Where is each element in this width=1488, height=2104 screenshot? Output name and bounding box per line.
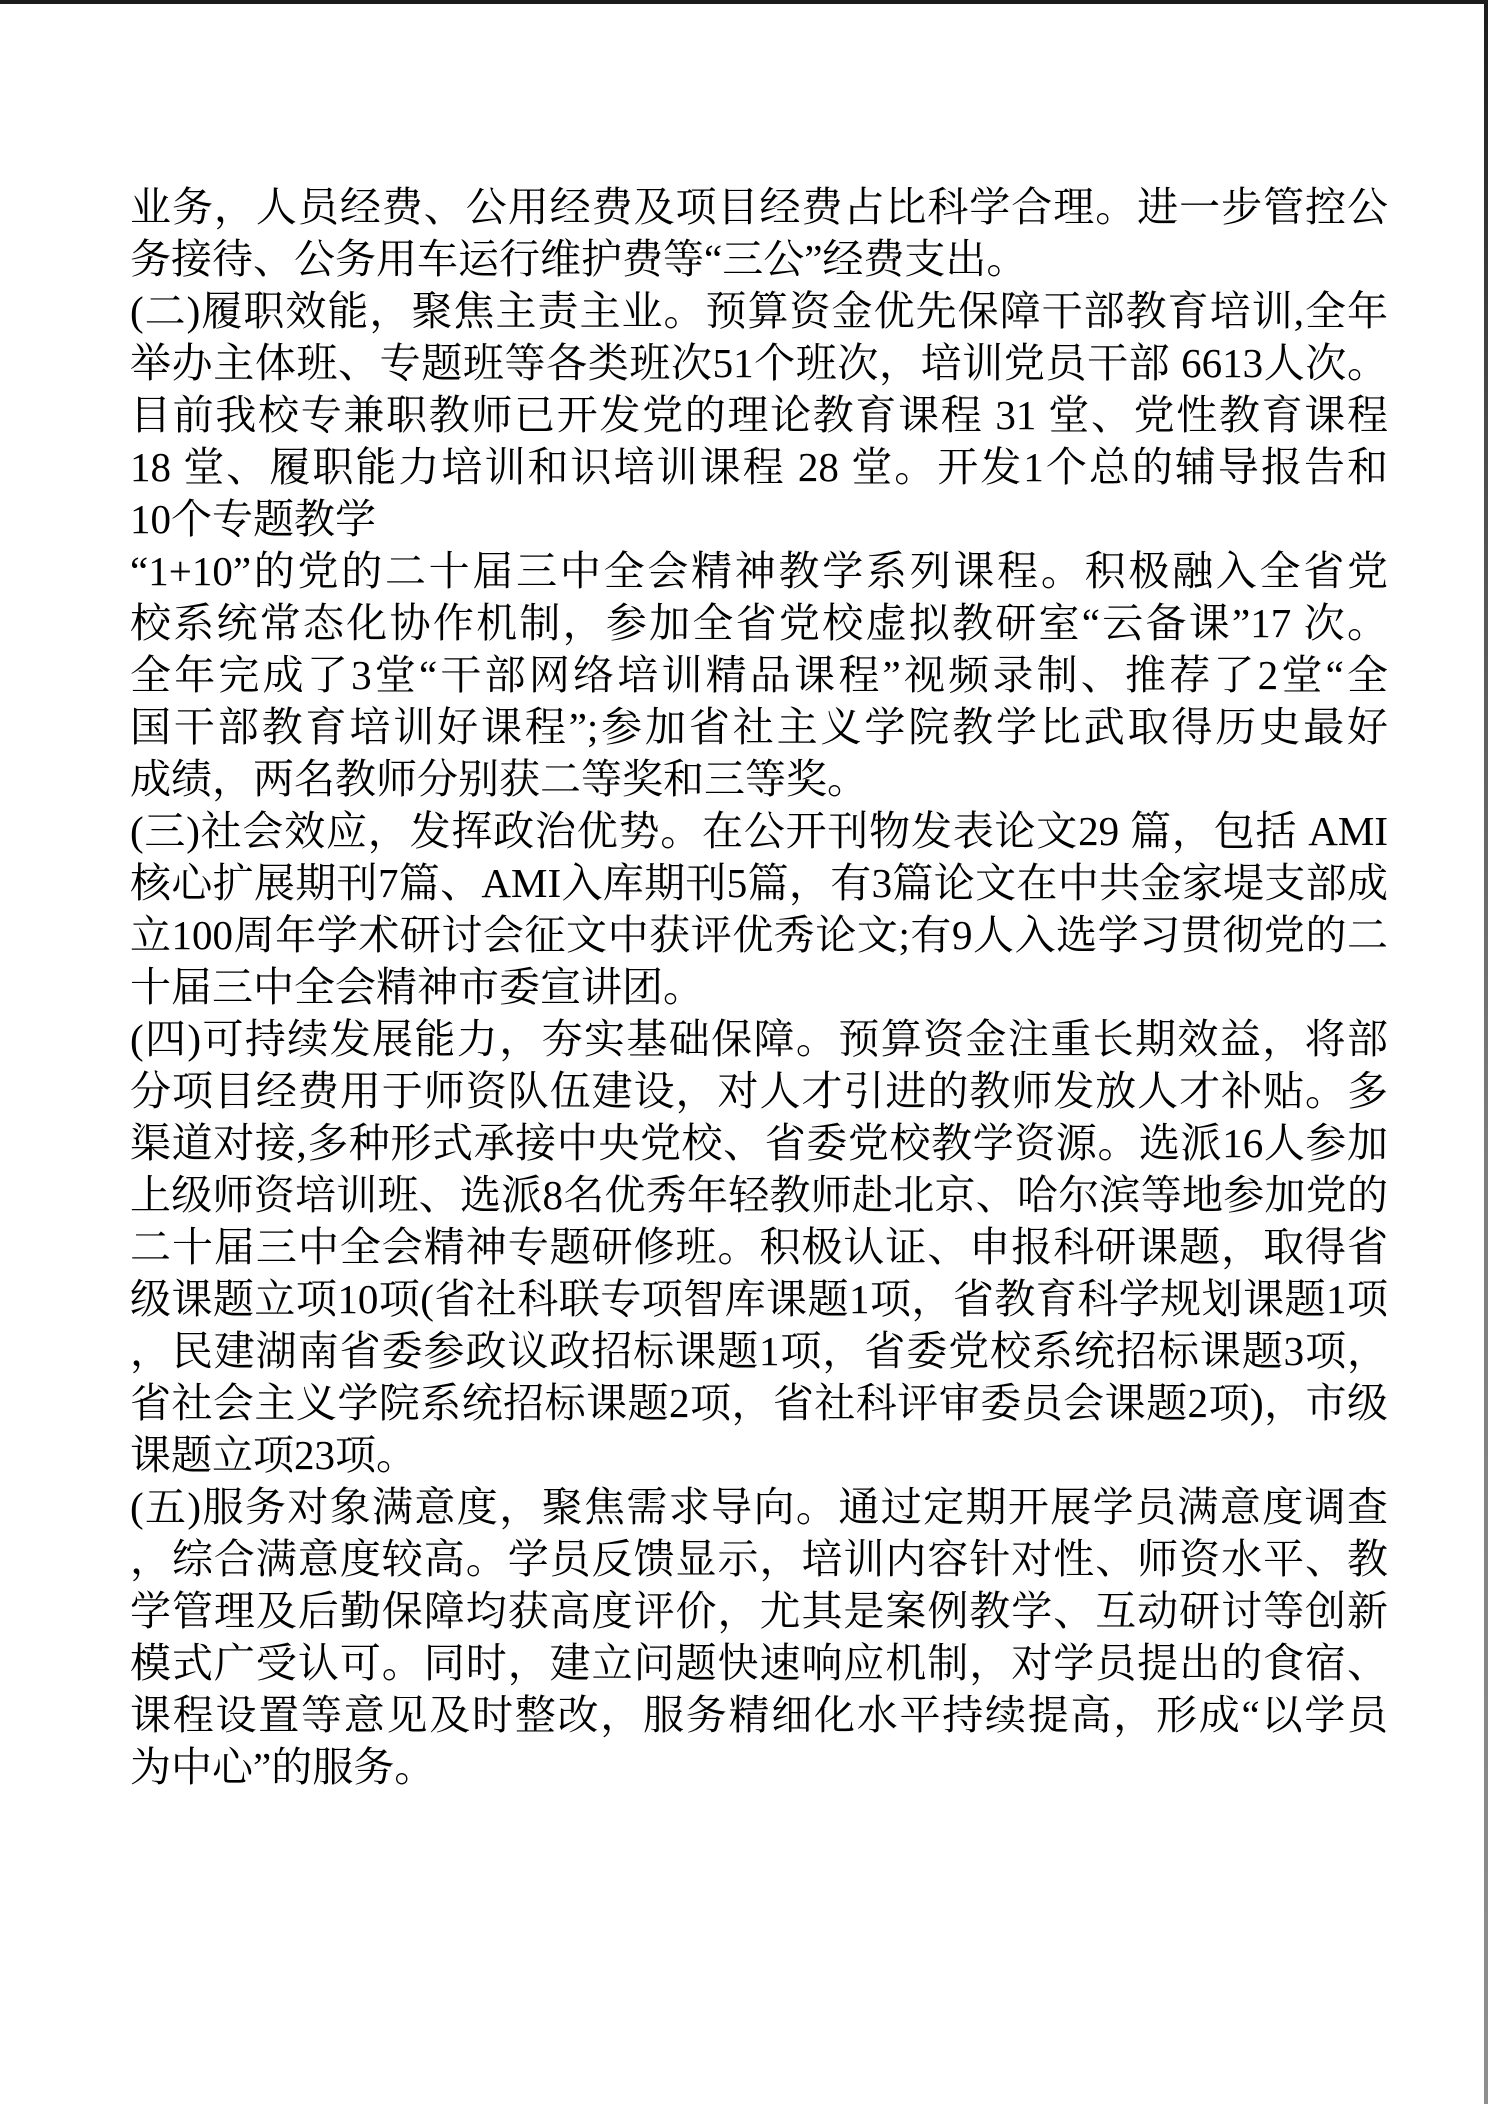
text-line: 18 堂、履职能力培训和识培训课程 28 堂。开发1个总的辅导报告和 (130, 444, 1388, 490)
text-line: 渠道对接,多种形式承接中央党校、省委党校教学资源。选派16人参加 (130, 1120, 1388, 1166)
text-line: 举办主体班、专题班等各类班次51个班次，培训党员干部 6613人次。 (130, 340, 1388, 386)
text-line: 为中心”的服务。 (130, 1744, 436, 1790)
text-line: 二十届三中全会精神专题研修班。积极认证、申报科研课题，取得省 (130, 1224, 1388, 1270)
text-line: 目前我校专兼职教师已开发党的理论教育课程 31 堂、党性教育课程 (130, 392, 1388, 438)
text-line: (五)服务对象满意度，聚焦需求导向。通过定期开展学员满意度调查 (130, 1484, 1388, 1530)
paragraph (130, 181, 1388, 285)
text-line: (二)履职效能，聚焦主责主业。预算资金优先保障干部教育培训,全年 (130, 288, 1388, 334)
text-line: 上级师资培训班、选派8名优秀年轻教师赴北京、哈尔滨等地参加党的 (130, 1172, 1388, 1218)
text-line: 课题立项23项。 (130, 1432, 417, 1478)
text-line: 业务，人员经费、公用经费及项目经费占比科学合理。进一步管控公 (130, 184, 1388, 230)
paragraph (130, 285, 1388, 545)
text-line: 国干部教育培训好课程”;参加省社主义学院教学比武取得历史最好 (130, 704, 1388, 750)
text-line: 级课题立项10项(省社科联专项智库课题1项，省教育科学规划课题1项 (130, 1276, 1388, 1322)
text-line: 务接待、公务用车运行维护费等“三公”经费支出。 (130, 236, 1028, 282)
text-line: ，综合满意度较高。学员反馈显示，培训内容针对性、师资水平、教 (130, 1536, 1388, 1582)
text-line: (四)可持续发展能力，夯实基础保障。预算资金注重长期效益，将部 (130, 1016, 1388, 1062)
text-line: 省社会主义学院系统招标课题2项，省社科评审委员会课题2项)，市级 (130, 1380, 1388, 1426)
document-content (130, 181, 1388, 1793)
text-line: 分项目经费用于师资队伍建设，对人才引进的教师发放人才补贴。多 (130, 1068, 1388, 1114)
text-line: 校系统常态化协作机制，参加全省党校虚拟教研室“云备课”17 次。 (130, 600, 1388, 646)
text-line: 核心扩展期刊7篇、AMI入库期刊5篇，有3篇论文在中共金家堤支部成 (130, 860, 1388, 906)
text-line: “1+10”的党的二十届三中全会精神教学系列课程。积极融入全省党 (130, 548, 1388, 594)
text-line: 十届三中全会精神市委宣讲团。 (130, 964, 704, 1010)
page-top-border (0, 0, 1488, 4)
text-line: 模式广受认可。同时，建立问题快速响应机制，对学员提出的食宿、 (130, 1640, 1388, 1686)
text-line: 立100周年学术研讨会征文中获评优秀论文;有9人入选学习贯彻党的二 (130, 912, 1388, 958)
paragraph (130, 1013, 1388, 1481)
text-line: 10个专题教学 (130, 496, 376, 542)
text-line: ，民建湖南省委参政议政招标课题1项，省委党校系统招标课题3项， (130, 1328, 1388, 1374)
paragraph (130, 1481, 1388, 1793)
text-line: 全年完成了3堂“干部网络培训精品课程”视频录制、推荐了2堂“全 (130, 652, 1388, 698)
paragraph (130, 805, 1388, 1013)
text-line: 学管理及后勤保障均获高度评价，尤其是案例教学、互动研讨等创新 (130, 1588, 1388, 1634)
text-line: 成绩，两名教师分别获二等奖和三等奖。 (130, 756, 868, 802)
page-right-edge (1484, 0, 1488, 2104)
text-line: 课程设置等意见及时整改，服务精细化水平持续提高，形成“以学员 (130, 1692, 1388, 1738)
paragraph (130, 545, 1388, 805)
text-line: (三)社会效应，发挥政治优势。在公开刊物发表论文29 篇，包括 AMI (130, 808, 1388, 854)
